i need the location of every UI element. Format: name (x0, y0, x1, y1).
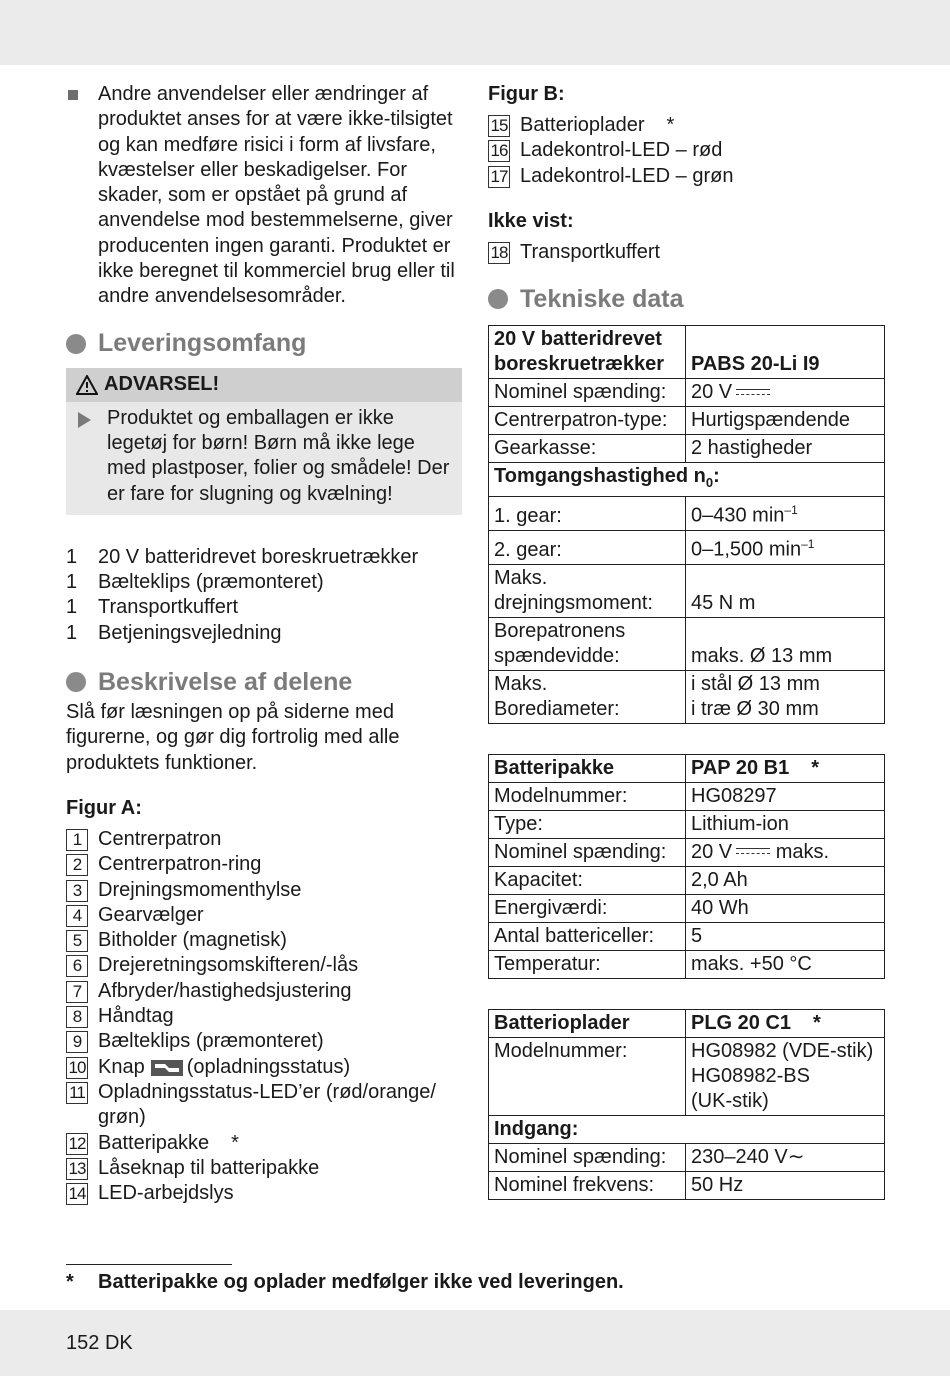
intro-bullet-text: Andre anvendelser eller ændringer af produktet anses for at være ikke-tilsigtet og kan medføre risici i form af livsfare, kvæstelser eller beskadigelser. For skader, som er opstået på grund af anvendelse mod bestemmelserne, giver producenten ingen garanti. Produktet er ikke beregnet til kommerciel brug eller til andre anvendelsesområder. (98, 83, 455, 308)
table-row: Nominel spænding: 230–240 V∼ (489, 1143, 885, 1171)
intro-bullet (66, 82, 466, 310)
table-row: Indgang: (489, 1115, 885, 1143)
table-row: Modelnummer: HG08982 (VDE-stik) HG08982-BS (UK-stik) (489, 1037, 885, 1115)
table-row: 20 V batteridrevet boreskruetrækker PABS 20-Li I9 (489, 326, 885, 379)
delivery-list (66, 545, 466, 646)
table-row: Nominel spænding: 20 V (489, 379, 885, 407)
table-row: Nominel spænding: 20 V maks. (489, 838, 885, 866)
figure-b-title: Figur B: (488, 83, 565, 105)
beskrivelse-intro: Slå før læsningen op på siderne med figurerne, og gør dig fortrolig med alle produktets funktioner. (66, 701, 400, 774)
figure-a-title: Figur A: (66, 796, 142, 819)
list-item: 1 Centrerpatron (66, 827, 466, 852)
dc-symbol-icon (736, 388, 770, 398)
table-row: Type: Lithium-ion (489, 810, 885, 838)
list-item: 7 Afbryder/hastighedsjustering (66, 979, 466, 1004)
list-item: 10 Knap (opladningsstatus) (66, 1055, 466, 1080)
table-row: 1. gear: 0–430 $\min^{-1}$ (489, 497, 885, 531)
not-shown-title: Ikke vist: (488, 209, 574, 232)
right-column (488, 82, 888, 1200)
section-heading-tekniske: Tekniske data (488, 283, 888, 315)
header-band (0, 0, 950, 65)
warning-title: ADVARSEL! (104, 373, 220, 396)
drill-spec-table (488, 325, 885, 723)
list-item: 11 Opladningsstatus-LED’er (rød/orange/ grøn) (66, 1080, 466, 1131)
list-item: 13 Låseknap til batteripakke (66, 1156, 466, 1181)
page-number: 152 DK (66, 1332, 133, 1354)
table-row: Centrerpatron-type: Hurtigspændende (489, 407, 885, 435)
charger-spec-table (488, 1009, 885, 1200)
footer-band (0, 1310, 950, 1376)
left-column (66, 82, 466, 1206)
footnote: * Batteripakke og oplader medfølger ikke ved leveringen. (66, 1271, 624, 1293)
table-row: Antal battericeller: 5 (489, 922, 885, 950)
list-item: 12 Batteripakke * (66, 1131, 466, 1156)
section-dot-icon (488, 289, 508, 309)
figure-b-list (488, 113, 888, 189)
list-item: 14 LED-arbejdslys (66, 1181, 466, 1206)
dc-symbol-icon (736, 847, 770, 857)
charging-status-button-icon (151, 1060, 183, 1076)
warning-triangle-icon (76, 375, 98, 395)
not-shown-list (488, 240, 888, 265)
battery-spec-table (488, 754, 885, 979)
figure-a-list (66, 827, 466, 1206)
list-item: 9 Bælteklips (præmonteret) (66, 1029, 466, 1054)
footnote-rule (66, 1264, 232, 1265)
warning-body (66, 402, 462, 515)
list-item: 3 Drejningsmomenthylse (66, 878, 466, 903)
table-row: Maks. Borediameter: i stål Ø 13 mm i træ Ø 30 mm (489, 670, 885, 723)
table-row: Modelnummer: HG08297 (489, 782, 885, 810)
warning-box (66, 368, 462, 515)
table-row: Tomgangshastighed $n_0$: (489, 463, 885, 497)
table-row: Batterioplader PLG 20 C1 * (489, 1009, 885, 1037)
square-bullet-icon (68, 90, 78, 100)
list-item: 1 20 V batteridrevet boreskruetrækker (66, 545, 419, 568)
list-item: 4 Gearvælger (66, 903, 466, 928)
section-heading-leveringsomfang: Leveringsomfang (66, 328, 466, 360)
list-item: 16 Ladekontrol-LED – rød (488, 138, 888, 163)
table-row: Temperatur: maks. +50 °C (489, 950, 885, 978)
list-item: 6 Drejeretningsomskifteren/-lås (66, 953, 466, 978)
section-dot-icon (66, 672, 86, 692)
table-row: Gearkasse: 2 hastigheder (489, 435, 885, 463)
list-item: 5 Bitholder (magnetisk) (66, 928, 466, 953)
list-item: 17 Ladekontrol-LED – grøn (488, 164, 888, 189)
list-item: 1 Bælteklips (præmonteret) (66, 571, 324, 594)
table-row: Batteripakke PAP 20 B1 * (489, 754, 885, 782)
list-item: 8 Håndtag (66, 1004, 466, 1029)
list-item: 18 Transportkuffert (488, 240, 888, 265)
table-row: 2. gear: 0–1,500 $\min^{-1}$ (489, 530, 885, 564)
table-row: Maks. drejningsmoment: 45 N m (489, 564, 885, 617)
list-item: 1 Transportkuffert (66, 596, 239, 619)
list-item: 1 Betjeningsvejledning (66, 621, 282, 644)
list-item: 15 Batterioplader * (488, 113, 888, 138)
warning-header (66, 368, 462, 402)
table-row: Kapacitet: 2,0 Ah (489, 866, 885, 894)
arrow-right-icon (78, 412, 91, 428)
table-row: Energiværdi: 40 Wh (489, 894, 885, 922)
table-row: Nominel frekvens: 50 Hz (489, 1171, 885, 1199)
section-heading-beskrivelse: Beskrivelse af delene (66, 666, 466, 698)
section-dot-icon (66, 334, 86, 354)
list-item: 2 Centrerpatron-ring (66, 852, 466, 877)
table-row: Borepatronens spændevidde: maks. Ø 13 mm (489, 617, 885, 670)
warning-text: Produktet og emballagen er ikke legetøj for børn! Børn må ikke lege med plastposer, folier og smådele! Der er fare for slugning og kvælning! (107, 406, 450, 505)
